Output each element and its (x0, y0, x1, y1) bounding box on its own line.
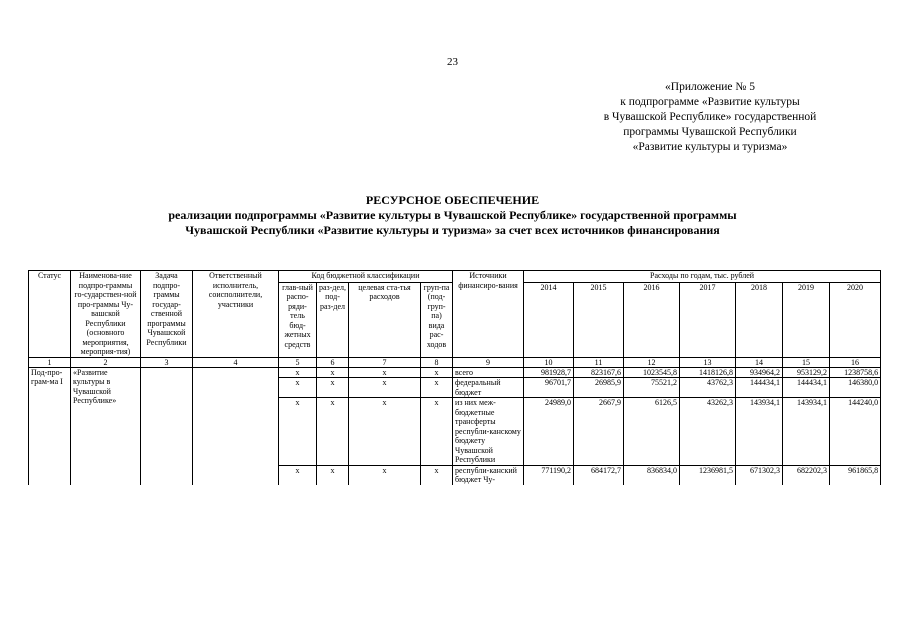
value-cell: 684172,7 (574, 465, 624, 485)
column-number: 5 (279, 357, 317, 367)
value-cell: 953129,2 (783, 367, 830, 378)
column-number: 12 (624, 357, 680, 367)
code-cell: х (317, 398, 349, 466)
appendix-line: «Приложение № 5 (665, 81, 755, 93)
code-cell: х (317, 378, 349, 398)
value-cell: 144434,1 (783, 378, 830, 398)
value-cell: 75521,2 (624, 378, 680, 398)
column-number: 8 (421, 357, 453, 367)
value-cell: 2667,9 (574, 398, 624, 466)
code-cell: х (421, 465, 453, 485)
value-cell: 981928,7 (524, 367, 574, 378)
row-executor (193, 367, 279, 485)
code-cell: х (421, 398, 453, 466)
column-number: 10 (524, 357, 574, 367)
header-year: 2016 (624, 282, 680, 357)
column-number: 14 (736, 357, 783, 367)
value-cell: 43762,3 (680, 378, 736, 398)
column-number: 2 (71, 357, 141, 367)
table-row (29, 367, 881, 378)
header-budget-code: Код бюджетной классификации (279, 271, 453, 283)
row-program-name: «Развитие культуры в Чувашской Республике» (71, 367, 141, 485)
header-year: 2020 (830, 282, 881, 357)
header-year: 2015 (574, 282, 624, 357)
source-cell: всего (453, 367, 524, 378)
column-number: 4 (193, 357, 279, 367)
code-cell: х (421, 367, 453, 378)
header-executor: Ответственный исполнитель, соисполнители, участники (193, 271, 279, 358)
value-cell: 143934,1 (736, 398, 783, 466)
source-cell: республи-канский бюджет Чу- (453, 465, 524, 485)
column-number: 13 (680, 357, 736, 367)
resource-table (28, 270, 881, 485)
value-cell: 1418126,8 (680, 367, 736, 378)
value-cell: 682202,3 (783, 465, 830, 485)
appendix-line: «Развитие культуры и туризма» (632, 141, 788, 153)
title-line: Чувашской Республики «Развитие культуры и туризма» за счет всех источников финансирования (185, 223, 720, 237)
header-year: 2019 (783, 282, 830, 357)
header-year: 2017 (680, 282, 736, 357)
row-task (141, 367, 193, 485)
header-row (29, 271, 881, 283)
header-task: Задача подпро-граммы государ-ственной программы Чувашской Республики (141, 271, 193, 358)
column-number: 6 (317, 357, 349, 367)
value-cell: 96701,7 (524, 378, 574, 398)
column-number: 9 (453, 357, 524, 367)
value-cell: 6126,5 (624, 398, 680, 466)
code-cell: х (349, 367, 421, 378)
column-number: 3 (141, 357, 193, 367)
header-status: Статус (29, 271, 71, 358)
header-expenses: Расходы по годам, тыс. рублей (524, 271, 881, 283)
title-line: реализации подпрограммы «Развитие культуры в Чувашской Республике» государственной программы (168, 208, 737, 222)
appendix-line: в Чувашской Республике» государственной (603, 111, 817, 123)
code-cell: х (279, 398, 317, 466)
column-numbers-row (29, 357, 881, 367)
appendix-line: к подпрограмме «Развитие культуры (620, 96, 800, 108)
source-cell: федеральный бюджет (453, 378, 524, 398)
header-sources: Источники финансиро-вания (453, 271, 524, 358)
code-cell: х (279, 465, 317, 485)
code-cell: х (349, 465, 421, 485)
value-cell: 771190,2 (524, 465, 574, 485)
code-cell: х (349, 378, 421, 398)
header-name: Наименова-ние подпро-граммы го-сударствен-ной про-граммы Чу-вашской Республики (основного мероприятия, мероприя-тия) (71, 271, 141, 358)
value-cell: 961865,8 (830, 465, 881, 485)
value-cell: 26985,9 (574, 378, 624, 398)
code-cell: х (317, 465, 349, 485)
header-budget-sub: целевая ста-тья расходов (349, 282, 421, 357)
header-year: 2014 (524, 282, 574, 357)
value-cell: 934964,2 (736, 367, 783, 378)
value-cell: 823167,6 (574, 367, 624, 378)
value-cell: 24989,0 (524, 398, 574, 466)
header-year: 2018 (736, 282, 783, 357)
column-number: 1 (29, 357, 71, 367)
page-number: 23 (447, 56, 458, 68)
code-cell: х (421, 378, 453, 398)
code-cell: х (317, 367, 349, 378)
value-cell: 143934,1 (783, 398, 830, 466)
source-cell: из них меж-бюджетные трансферты республи-канскому бюджету Чувашской Республики (453, 398, 524, 466)
value-cell: 43262,3 (680, 398, 736, 466)
header-budget-sub: раз-дел, под-раз-дел (317, 282, 349, 357)
code-cell: х (349, 398, 421, 466)
value-cell: 1023545,8 (624, 367, 680, 378)
row-status: Под-про-грам-ма I (29, 367, 71, 485)
appendix-line: программы Чувашской Республики (623, 126, 797, 138)
value-cell: 1238758,6 (830, 367, 881, 378)
value-cell: 1236981,5 (680, 465, 736, 485)
value-cell: 144240,0 (830, 398, 881, 466)
title-line: РЕСУРСНОЕ ОБЕСПЕЧЕНИЕ (365, 193, 540, 207)
column-number: 16 (830, 357, 881, 367)
code-cell: х (279, 378, 317, 398)
value-cell: 671302,3 (736, 465, 783, 485)
column-number: 7 (349, 357, 421, 367)
value-cell: 836834,0 (624, 465, 680, 485)
appendix-note (566, 80, 854, 155)
column-number: 11 (574, 357, 624, 367)
document-title (0, 193, 905, 238)
header-budget-sub: глав-ный распо-ряди-тель бюд-жетных средств (279, 282, 317, 357)
value-cell: 146380,0 (830, 378, 881, 398)
header-budget-sub: груп-па (под-груп-па) вида рас-ходов (421, 282, 453, 357)
value-cell: 144434,1 (736, 378, 783, 398)
column-number: 15 (783, 357, 830, 367)
code-cell: х (279, 367, 317, 378)
